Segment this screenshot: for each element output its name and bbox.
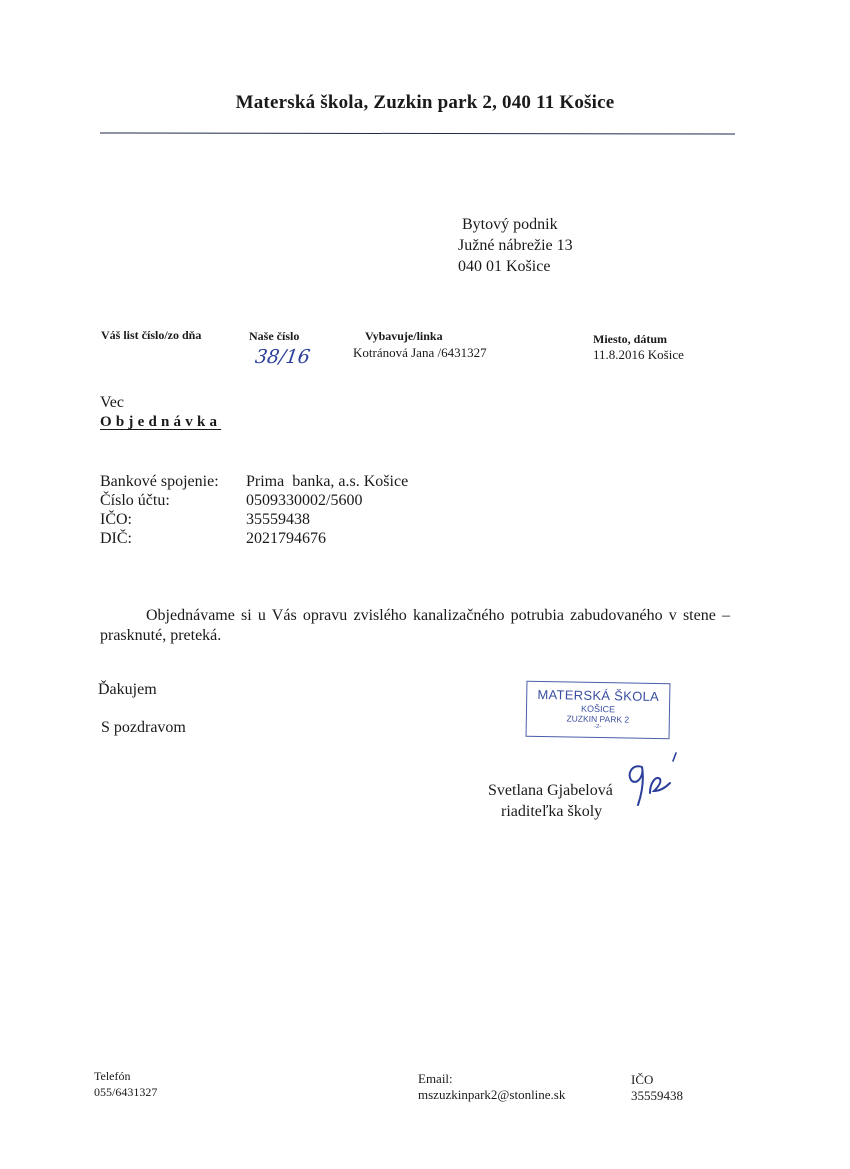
letter-body bbox=[100, 606, 730, 646]
bank-row bbox=[100, 491, 408, 510]
bank-row-value: 35559438 bbox=[246, 511, 310, 528]
footer-phone-label: Telefón bbox=[94, 1069, 131, 1083]
footer-ico-label: IČO bbox=[631, 1072, 654, 1087]
bank-row-value: 2021794676 bbox=[246, 530, 326, 547]
our-number-handwritten bbox=[255, 344, 311, 375]
handled-by-label: Vybavuje/linka bbox=[365, 329, 443, 343]
your-letter-label: Váš list číslo/zo dňa bbox=[101, 328, 202, 342]
recipient-line: Bytový podnik bbox=[462, 216, 558, 233]
stamp-line-3: ZUZKIN PARK 2 bbox=[566, 713, 630, 725]
our-number-text: 38/16 bbox=[255, 345, 311, 368]
footer-ico-value: 35559438 bbox=[631, 1088, 683, 1103]
bank-row-label: DIČ: bbox=[100, 530, 132, 547]
signatory-title: riaditeľka školy bbox=[501, 803, 603, 820]
handwritten-number-svg bbox=[255, 344, 311, 370]
bank-row bbox=[100, 510, 408, 529]
handled-by-value: Kotránová Jana /6431327 bbox=[353, 345, 487, 360]
signatory-name: Svetlana Gjabelová bbox=[488, 782, 613, 799]
footer-phone-value: 055/6431327 bbox=[94, 1085, 158, 1099]
bank-row-value: Prima banka, a.s. Košice bbox=[246, 473, 409, 490]
closing-thanks: Ďakujem bbox=[98, 681, 157, 698]
school-stamp bbox=[526, 681, 671, 740]
signatory-block bbox=[488, 780, 613, 822]
recipient-line: 040 01 Košice bbox=[458, 258, 551, 275]
footer-phone bbox=[94, 1068, 157, 1100]
bank-row bbox=[100, 472, 408, 491]
place-date-label: Miesto, dátum bbox=[593, 332, 667, 346]
bank-row-label: Bankové spojenie: bbox=[100, 473, 219, 490]
footer-email bbox=[418, 1071, 565, 1103]
subject-label: Vec bbox=[100, 394, 124, 411]
stamp-line-4: -2- bbox=[593, 723, 602, 731]
closing-regards: S pozdravom bbox=[101, 719, 186, 736]
our-number-label: Naše číslo bbox=[249, 329, 300, 343]
bank-row-label: Číslo účtu: bbox=[100, 492, 170, 509]
recipient-line: Južné nábrežie 13 bbox=[458, 237, 573, 254]
subject-title: Objednávka bbox=[100, 414, 222, 430]
footer-email-value: mszuzkinpark2@stonline.sk bbox=[418, 1087, 566, 1102]
footer-email-label: Email: bbox=[418, 1071, 453, 1086]
letterhead-title: Materská škola, Zuzkin park 2, 040 11 Košice bbox=[235, 92, 615, 113]
bank-row-value: 0509330002/5600 bbox=[246, 492, 363, 509]
bank-row bbox=[100, 529, 408, 548]
handwritten-signature bbox=[620, 745, 690, 825]
stamp-line-2: KOŠICE bbox=[580, 703, 616, 715]
signature-svg bbox=[620, 745, 690, 820]
stamp-line-1: MATERSKÁ ŠKOLA bbox=[537, 686, 660, 705]
footer-ico bbox=[631, 1072, 683, 1104]
letterhead-rule bbox=[100, 132, 735, 134]
bank-row-label: IČO: bbox=[100, 511, 132, 528]
letter-body-text: Objednávame si u Vás opravu zvislého kanalizačného potrubia zabudovaného v stene – prasknuté, preteká. bbox=[100, 607, 730, 644]
bank-details bbox=[100, 472, 408, 548]
place-date-value: 11.8.2016 Košice bbox=[593, 347, 684, 362]
recipient-address bbox=[458, 214, 573, 277]
